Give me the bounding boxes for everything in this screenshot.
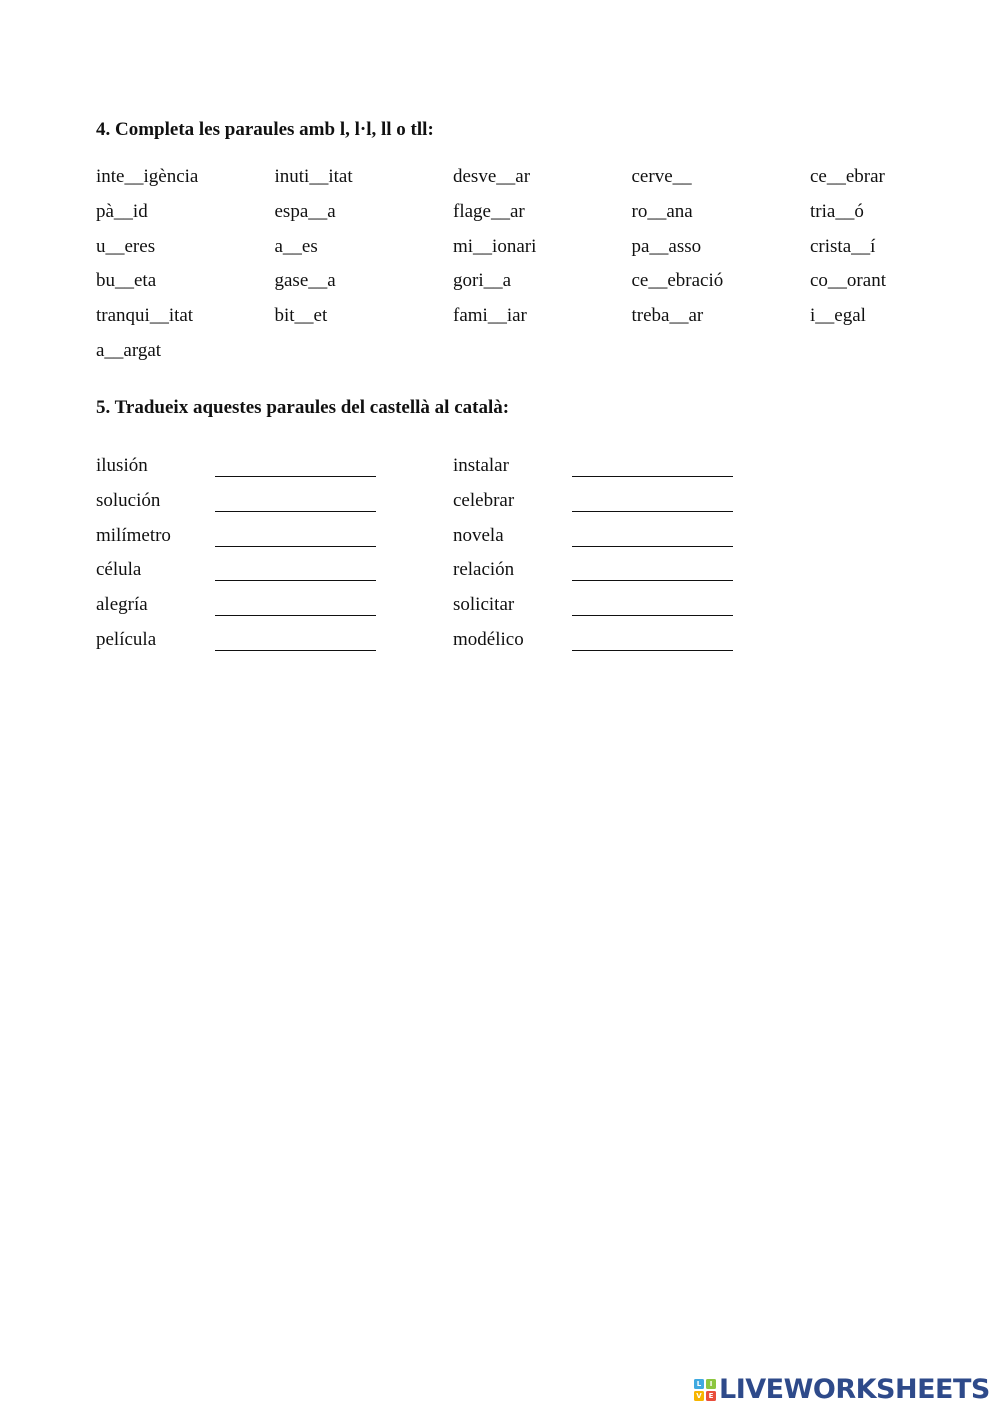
- fill-word: bit__et: [274, 305, 328, 327]
- fill-word: pa__asso: [631, 235, 702, 257]
- logo-square: I: [706, 1379, 716, 1389]
- exercise-4-title: 4. Completa les paraules amb l, l·l, ll o tll:: [96, 119, 434, 140]
- spanish-word: solicitar: [453, 594, 515, 616]
- spanish-word: célula: [96, 559, 142, 581]
- fill-word: flage__ar: [453, 200, 525, 222]
- logo-square: E: [706, 1391, 716, 1401]
- spanish-word: modélico: [453, 628, 524, 650]
- fill-word: espa__a: [274, 200, 336, 222]
- logo-square: V: [694, 1391, 704, 1401]
- exercise-5-title: 5. Tradueix aquestes paraules del castellà al català:: [96, 397, 510, 418]
- answer-blank[interactable]: [572, 558, 733, 581]
- answer-blank[interactable]: [572, 454, 733, 477]
- fill-word: u__eres: [96, 235, 156, 257]
- fill-word: tranqui__itat: [96, 305, 194, 327]
- exercise-4-word-grid: [96, 165, 956, 374]
- fill-word: ce__ebrar: [810, 166, 885, 187]
- spanish-word: relación: [453, 559, 515, 581]
- answer-blank[interactable]: [572, 593, 733, 616]
- spanish-word: solución: [96, 489, 161, 511]
- fill-word: ce__ebració: [631, 270, 724, 292]
- fill-word: mi__ionari: [453, 235, 537, 257]
- fill-word: co__orant: [810, 270, 886, 292]
- liveworksheets-logo-icon: [694, 1379, 716, 1401]
- fill-word: i__egal: [810, 305, 866, 327]
- fill-word: a__es: [274, 235, 318, 257]
- answer-blank[interactable]: [215, 593, 376, 616]
- fill-word: bu__eta: [96, 270, 157, 292]
- answer-blank[interactable]: [215, 558, 376, 581]
- fill-word: pà__id: [96, 200, 148, 222]
- fill-word: a__argat: [96, 339, 162, 361]
- spanish-word: ilusión: [96, 455, 148, 476]
- fill-word: inuti__itat: [274, 166, 353, 187]
- spanish-word: novela: [453, 524, 504, 546]
- answer-blank[interactable]: [215, 628, 376, 651]
- answer-blank[interactable]: [215, 524, 376, 547]
- spanish-word: película: [96, 628, 157, 650]
- fill-word: desve__ar: [453, 166, 531, 187]
- answer-blank[interactable]: [215, 489, 376, 512]
- spanish-word: instalar: [453, 455, 509, 476]
- spanish-word: celebrar: [453, 489, 515, 511]
- fill-word: tria__ó: [810, 200, 864, 222]
- logo-square: L: [694, 1379, 704, 1389]
- liveworksheets-logo: [694, 1373, 990, 1407]
- fill-word: crista__í: [810, 235, 876, 257]
- fill-word: gase__a: [274, 270, 336, 292]
- fill-word: gori__a: [453, 270, 512, 292]
- answer-blank[interactable]: [572, 524, 733, 547]
- answer-blank[interactable]: [572, 489, 733, 512]
- fill-word: inte__igència: [96, 166, 199, 187]
- brand-name: LIVEWORKSHEETS: [719, 1374, 990, 1405]
- spanish-word: alegría: [96, 594, 148, 616]
- fill-word: cerve__: [631, 166, 692, 187]
- fill-word: fami__iar: [453, 305, 527, 327]
- answer-blank[interactable]: [215, 454, 376, 477]
- fill-word: ro__ana: [631, 200, 693, 222]
- spanish-word: milímetro: [96, 524, 171, 546]
- fill-word: treba__ar: [631, 305, 704, 327]
- exercise-5-translation-grid: [96, 454, 742, 663]
- answer-blank[interactable]: [572, 628, 733, 651]
